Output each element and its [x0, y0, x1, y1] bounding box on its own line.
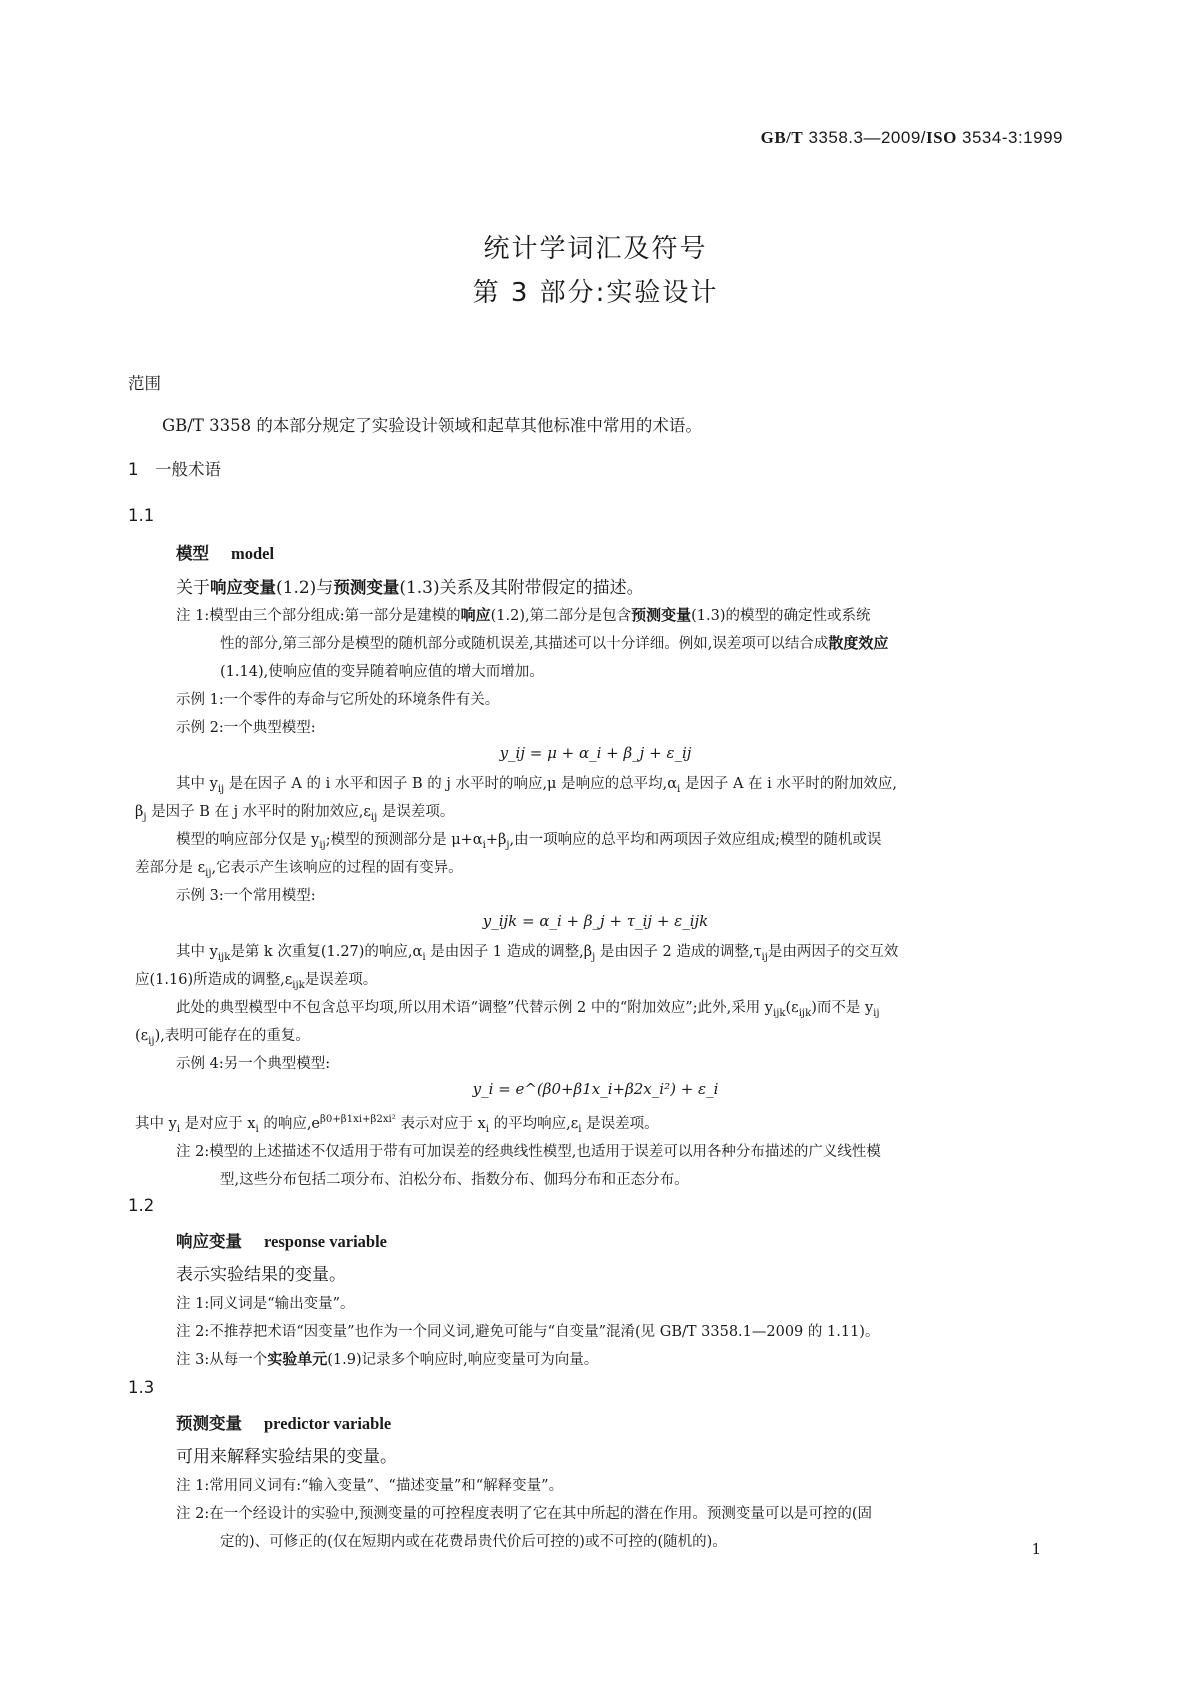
term-1-3-definition: 可用来解释实验结果的变量。 — [176, 1447, 397, 1467]
formula-2: y_ij = μ + α_i + β_j + ε_ij — [499, 744, 692, 762]
term-1-1-note1-line3: (1.14),使响应值的变异随着响应值的增大而增加。 — [220, 664, 544, 680]
term-1-3-number: 1.3 — [128, 1378, 155, 1397]
document-title: 统计学词汇及符号 — [483, 234, 708, 264]
term-1-1-note1-line1: 注 1:模型由三个部分组成:第一部分是建模的响应(1.2),第二部分是包含预测变量(1.3)的模型的确定性或系统 — [176, 606, 871, 624]
example-2-line4: 差部分是 $\varepsilon_{ij}$,它表示产生该响应的过程的固有变异。 — [135, 860, 463, 879]
term-1-1-heading: 模型 model — [176, 544, 275, 563]
example-2-line2: $\beta_j$ 是因子 B 在 j 水平时的附加效应$,\varepsilon_{ij}$ 是误差项。 — [135, 804, 455, 823]
example-4-line1: 其中 $y_i$ 是对应于 $x_i$ 的响应$,e^{\beta 0+\beta 1xi+\beta 2xi^2}$ 表示对应于 $x_i$ 的平均响应$,\varepsilon_i$ 是误差项。 — [135, 1114, 659, 1135]
term-1-1-note2-line2: 型,这些分布包括二项分布、泊松分布、指数分布、伽玛分布和正态分布。 — [220, 1172, 689, 1188]
example-2-line1: 其中 $y_{ij}$ 是在因子 A 的 i 水平和因子 B 的 j 水平时的响应,μ 是响应的总平均$,\alpha_i$ 是因子 A 在 i 水平时的附加效应, — [176, 776, 898, 795]
term-1-2-number: 1.2 — [128, 1196, 155, 1215]
example-3-line3: 此处的典型模型中不包含总平均项,所以用术语“调整”代替示例 2 中的“附加效应”;此外,采用 $y_{ijk}(\varepsilon_{ijk})$而不是 $y_{ij}$ — [176, 1000, 880, 1019]
term-1-3-note1: 注 1:常用同义词有:“输入变量”、“描述变量”和“解释变量”。 — [176, 1478, 564, 1494]
example-1: 示例 1:一个零件的寿命与它所处的环境条件有关。 — [176, 692, 500, 708]
term-1-1-note2-line1: 注 2:模型的上述描述不仅适用于带有可加误差的经典线性模型,也适用于误差可以用各种分布描述的广义线性模 — [176, 1144, 881, 1160]
term-1-2-note3: 注 3:从每一个实验单元(1.9)记录多个响应时,响应变量可为向量。 — [176, 1350, 599, 1368]
term-1-2-note1: 注 1:同义词是“输出变量”。 — [176, 1296, 355, 1312]
page-number: 1 — [1031, 1540, 1041, 1558]
formula-4: y_i = e^(β0+β1x_i+β2x_i²) + ε_i — [472, 1080, 719, 1098]
example-2-label: 示例 2:一个典型模型: — [176, 720, 316, 736]
scope-heading: 范围 — [128, 374, 161, 393]
example-3-label: 示例 3:一个常用模型: — [176, 888, 316, 904]
scope-text: GB/T 3358 的本部分规定了实验设计领域和起草其他标准中常用的术语。 — [162, 416, 702, 435]
section-1-heading: 1 一般术语 — [128, 460, 221, 479]
term-1-3-note2-line1: 注 2:在一个经设计的实验中,预测变量的可控程度表明了它在其中所起的潜在作用。预测变量可以是可控的(固 — [176, 1506, 872, 1522]
term-1-3-note2-line2: 定的)、可修正的(仅在短期内或在花费昂贵代价后可控的)或不可控的(随机的)。 — [220, 1534, 727, 1550]
example-3-line1: 其中 $y_{ijk}$是第 k 次重复(1.27)的响应$,\alpha_i$ 是由因子 1 造成的调整$,\beta_j$ 是由因子 2 造成的调整$,\tau_{ij}$是由两因子的交互效 — [176, 944, 899, 963]
formula-3: y_ijk = α_i + β_j + τ_ij + ε_ijk — [482, 912, 709, 930]
term-1-1-number: 1.1 — [128, 506, 155, 525]
example-4-label: 示例 4:另一个典型模型: — [176, 1056, 331, 1072]
term-1-2-definition: 表示实验结果的变量。 — [176, 1265, 346, 1285]
example-2-line3: 模型的响应部分仅是 $y_{ij}$;模型的预测部分是 $\mu+\alpha_i+\beta_j$,由一项响应的总平均和两项因子效应组成;模型的随机或误 — [176, 832, 882, 851]
term-1-3-heading: 预测变量 predictor variable — [176, 1414, 392, 1433]
term-1-2-note2: 注 2:不推荐把术语“因变量”也作为一个同义词,避免可能与“自变量”混淆(见 GB/T 3358.1—2009 的 1.11)。 — [176, 1324, 880, 1340]
term-1-1-definition: 关于响应变量(1.2)与预测变量(1.3)关系及其附带假定的描述。 — [176, 578, 644, 598]
term-1-2-heading: 响应变量 response variable — [176, 1232, 387, 1251]
example-3-line4: $(\varepsilon_{ij})$,表明可能存在的重复。 — [135, 1028, 310, 1047]
document-subtitle: 第 3 部分:实验设计 — [472, 278, 719, 308]
standard-number: GB/T 3358.3—2009/ISO 3534-3:1999 — [760, 128, 1063, 147]
term-1-1-note1-line2: 性的部分,第三部分是模型的随机部分或随机误差,其描述可以十分详细。例如,误差项可以结合成散度效应 — [220, 634, 889, 652]
example-3-line2: 应(1.16)所造成的调整$,\varepsilon_{ijk}$是误差项。 — [135, 972, 378, 991]
